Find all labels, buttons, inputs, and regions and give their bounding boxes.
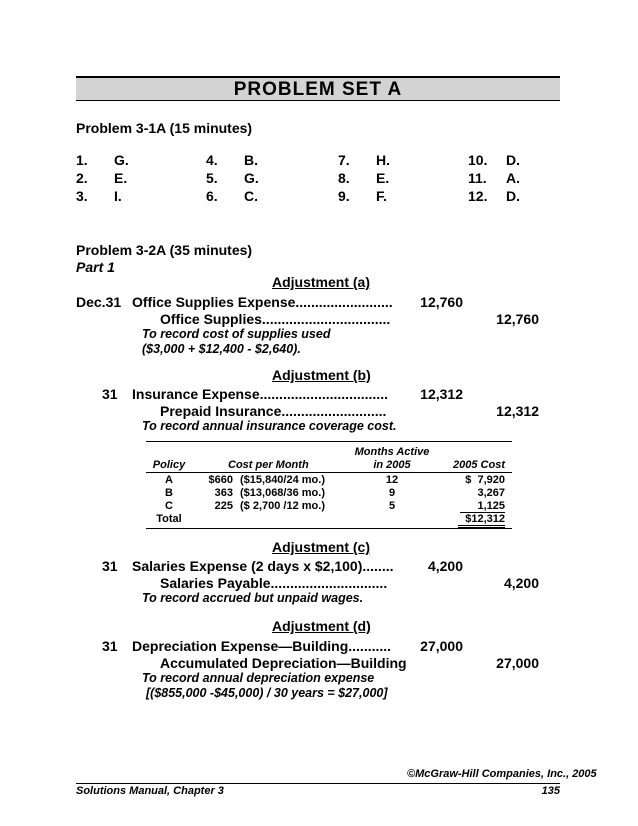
header-rule xyxy=(146,472,512,473)
column-header: Months Active xyxy=(354,446,430,458)
credit-amount: 4,200 xyxy=(503,575,539,591)
answer-letter: D. xyxy=(506,152,520,168)
answer-number: 1. xyxy=(76,152,88,168)
credit-account: Prepaid Insurance........................... xyxy=(160,403,387,419)
policy-cell: A xyxy=(165,474,173,486)
entry-memo: To record accrued but unpaid wages. xyxy=(142,591,364,605)
debit-amount: 12,312 xyxy=(420,386,463,402)
debit-account: Office Supplies Expense......................... xyxy=(132,294,393,310)
answer-letter: G. xyxy=(114,152,129,168)
credit-amount: 12,312 xyxy=(496,403,539,419)
answer-letter: E. xyxy=(376,170,390,186)
section-banner xyxy=(76,76,560,101)
amount-cell: $660 xyxy=(208,474,233,486)
answer-number: 5. xyxy=(206,170,218,186)
column-header: Cost per Month xyxy=(228,459,309,471)
answer-letter: B. xyxy=(244,152,258,168)
part-label: Part 1 xyxy=(76,259,115,275)
entry-memo: To record annual insurance coverage cost. xyxy=(142,419,397,433)
answer-letter: E. xyxy=(114,170,128,186)
adjustment-b-heading: Adjustment (b) xyxy=(272,367,371,383)
answer-letter: F. xyxy=(376,188,387,204)
credit-amount: 12,760 xyxy=(496,311,539,327)
problem-2-title: Problem 3-2A (35 minutes) xyxy=(76,242,253,258)
answer-number: 6. xyxy=(206,188,218,204)
adjustment-c-heading: Adjustment (c) xyxy=(272,539,370,555)
answer-letter: H. xyxy=(376,152,390,168)
debit-amount: 12,760 xyxy=(420,294,463,310)
calc-cell: ($15,840/24 mo.) xyxy=(240,474,325,486)
debit-amount: 4,200 xyxy=(427,558,463,574)
total-label: Total xyxy=(156,513,182,525)
answer-letter: D. xyxy=(506,188,520,204)
answer-number: 11. xyxy=(468,170,487,186)
answer-number: 3. xyxy=(76,188,88,204)
cost-cell: 3,267 xyxy=(477,487,505,499)
answer-number: 2. xyxy=(76,170,88,186)
entry-memo: ($3,000 + $12,400 - $2,640). xyxy=(142,342,301,356)
answer-number: 12. xyxy=(468,188,488,204)
calc-cell: ($13,068/36 mo.) xyxy=(240,487,325,499)
answer-number: 4. xyxy=(206,152,218,168)
answer-letter: G. xyxy=(244,170,259,186)
problem-1-title: Problem 3-1A (15 minutes) xyxy=(76,120,253,136)
debit-account: Salaries Expense (2 days x $2,100)........ xyxy=(132,558,394,574)
entry-date: 31 xyxy=(102,638,118,654)
credit-amount: 27,000 xyxy=(496,655,539,671)
months-cell: 12 xyxy=(385,474,399,486)
calc-cell: ($ 2,700 /12 mo.) xyxy=(240,500,325,512)
column-header: Policy xyxy=(152,459,186,471)
entry-date: 31 xyxy=(102,386,118,402)
footer-rule xyxy=(76,783,560,784)
entry-date: Dec.31 xyxy=(76,294,122,310)
answer-letter: I. xyxy=(114,188,122,204)
footer-left: Solutions Manual, Chapter 3 xyxy=(76,785,224,797)
answer-number: 8. xyxy=(338,170,350,186)
policy-cell: C xyxy=(165,500,173,512)
answer-number: 9. xyxy=(338,188,350,204)
entry-memo: [($855,000 -$45,000) / 30 years = $27,000] xyxy=(146,686,388,700)
page-title: PROBLEM SET A xyxy=(233,79,403,100)
table-top-rule xyxy=(146,441,512,442)
adjustment-a-heading: Adjustment (a) xyxy=(272,274,370,290)
column-header: in 2005 xyxy=(373,459,411,471)
amount-cell: 225 xyxy=(214,500,233,512)
answer-number: 10. xyxy=(468,152,488,168)
amount-cell: 363 xyxy=(214,487,233,499)
credit-account: Salaries Payable.............................. xyxy=(160,575,388,591)
answer-number: 7. xyxy=(338,152,350,168)
answer-letter: C. xyxy=(244,188,258,204)
entry-memo: To record annual depreciation expense xyxy=(142,671,375,685)
entry-memo: To record cost of supplies used xyxy=(142,327,331,341)
page-number: 135 xyxy=(541,785,560,797)
policy-cell: B xyxy=(165,487,173,499)
column-header: 2005 Cost xyxy=(453,459,505,471)
answer-letter: A. xyxy=(506,170,520,186)
adjustment-d-heading: Adjustment (d) xyxy=(272,618,371,634)
copyright: ©McGraw-Hill Companies, Inc., 2005 xyxy=(407,768,597,780)
months-cell: 9 xyxy=(388,487,396,499)
debit-account: Insurance Expense................................. xyxy=(132,386,388,402)
entry-date: 31 xyxy=(102,558,118,574)
cost-cell: 1,125 xyxy=(460,500,505,513)
credit-account: Office Supplies................................. xyxy=(160,311,391,327)
debit-amount: 27,000 xyxy=(420,638,463,654)
credit-account: Accumulated Depreciation—Building xyxy=(160,655,407,671)
debit-account: Depreciation Expense—Building........... xyxy=(132,638,392,654)
months-cell: 5 xyxy=(388,500,396,512)
table-bottom-rule xyxy=(146,528,512,529)
total-value: $12,312 xyxy=(458,513,505,528)
cost-cell: $ 7,920 xyxy=(465,474,505,486)
